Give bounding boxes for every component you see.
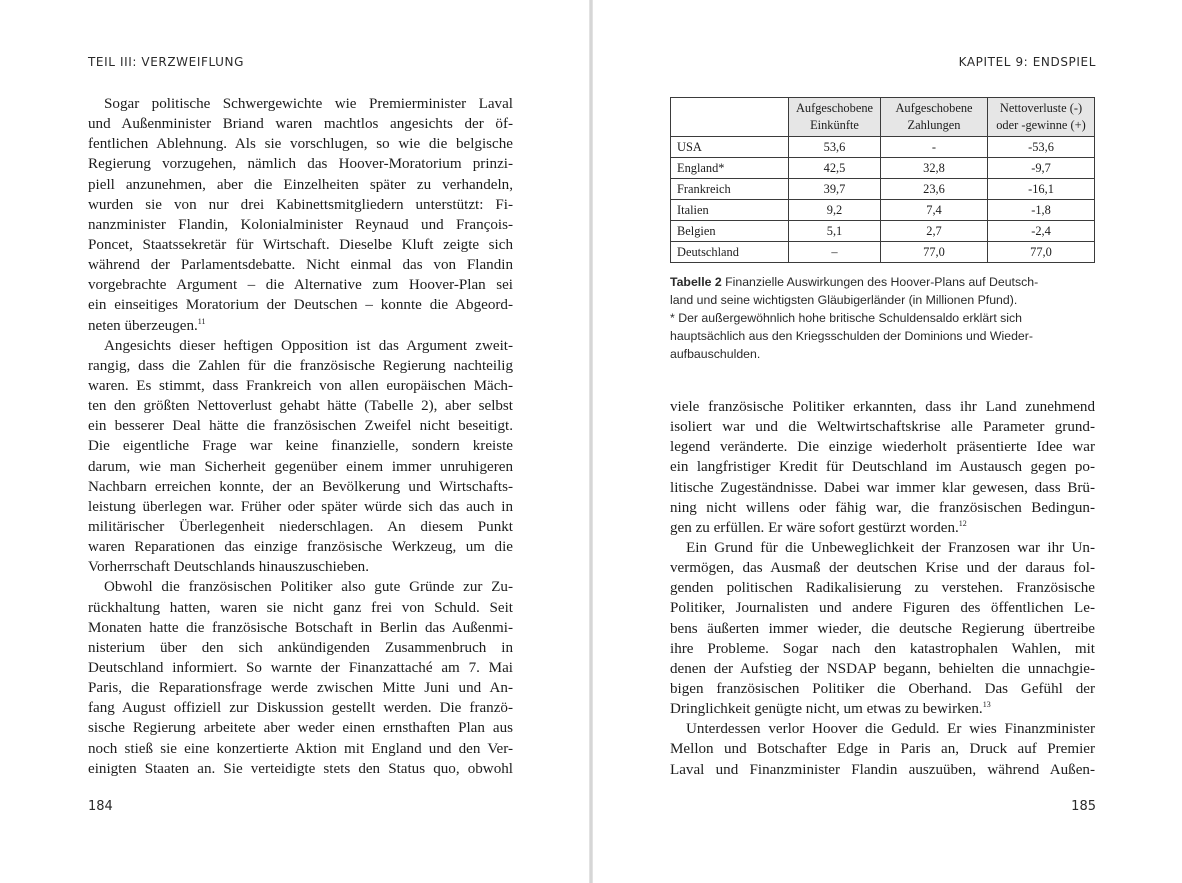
text-line: Deutschland informiert. So warnte der Finanzattaché am 7. Mai — [88, 659, 513, 676]
text-line: Poncet, Staatssekretär für Wirtschaft. Dieselbe Kluft zeigte sich — [88, 236, 513, 253]
table-cell: Deutschland — [671, 242, 789, 263]
text-line: rangig, dass die Zahlen für die französische Regierung nachteilig — [88, 357, 513, 374]
table-row — [671, 221, 1095, 242]
text-line: nisterium über den sich ankündigenden Zusammenbruch in — [88, 639, 513, 656]
text-line: viele französische Politiker erkannten, dass ihr Land zunehmend — [670, 399, 1095, 415]
text-line: Angesichts dieser heftigen Opposition ist das Argument zweit- — [104, 337, 513, 354]
text-line: Laval und Finanzminister Flandin auszuüben, während Außen- — [670, 761, 1095, 778]
text-line: vorgebrachte Argument – die Alternative zum Hoover-Plan sei — [88, 277, 513, 294]
text-line: nanzminister Flandin, Kolonialminister Reynaud und François- — [88, 216, 513, 233]
text-line: wurden sie von nur drei Kabinettsmitgliedern unterstützt: Fi- — [88, 196, 513, 213]
text-line: Paris, die Reparationsfrage werde zwischen Mitte Juni und An- — [88, 680, 513, 697]
text-line-with-footnote — [670, 699, 1095, 719]
text-line: Obwohl die französischen Politiker also gute Gründe zur Zu- — [104, 579, 513, 596]
data-table — [670, 97, 1095, 263]
table-cell: -1,8 — [988, 200, 1095, 221]
text-line: Die eigentliche Frage war keine finanzielle, sondern kreiste — [88, 438, 513, 455]
table-header-cell: Nettoverluste (-) oder -gewinne (+) — [988, 98, 1095, 137]
caption-footnote-line: * Der außergewöhnlich hohe britische Schuldensaldo erklärt sich — [670, 311, 1023, 325]
table-cell: Italien — [671, 200, 789, 221]
text-line: piell anzunehmen, aber die Einzelheiten später zu verhandeln, — [88, 176, 513, 193]
table-cell: 5,1 — [789, 221, 881, 242]
table-row — [671, 137, 1095, 158]
running-head-left: TEIL III: VERZWEIFLUNG — [88, 55, 245, 69]
text-line: genden politischen Radikalisierung zu verstehen. Französische — [670, 580, 1095, 597]
table-cell: -2,4 — [988, 221, 1095, 242]
table-row — [671, 158, 1095, 179]
table-row — [671, 242, 1095, 263]
table-cell: USA — [671, 137, 789, 158]
text-line: während der Parlamentsdebatte. Nicht einmal das von Flandin — [88, 257, 513, 274]
text-line: ning nicht willens oder fähig war, die französischen Bedingun- — [670, 499, 1095, 516]
left-page-body — [88, 94, 513, 779]
table-cell: Belgien — [671, 221, 789, 242]
caption-text: Finanzielle Auswirkungen des Hoover-Plans auf Deutsch- — [721, 275, 1039, 289]
table-cell: 39,7 — [789, 179, 881, 200]
table-header-cell — [671, 98, 789, 137]
right-page — [593, 0, 1182, 883]
text-line: fentlichen Ablehnung. Als sie vorschlugen, so wie die belgische — [88, 136, 513, 153]
text-line: Monaten hatte die französische Botschaft in Berlin das Außenmi- — [88, 619, 513, 636]
table-cell: 7,4 — [881, 200, 988, 221]
text-line: fang August offiziell zur Diskussion gestellt werden. Die franzö- — [88, 700, 513, 717]
text-segment: neten überzeugen. — [88, 317, 198, 334]
text-line: ten den größten Nettoverlust gehabt hätte (Tabelle 2), aber selbst — [88, 398, 513, 415]
text-line: darum, wie man Sicherheit gegenüber einem immer unruhigeren — [88, 458, 513, 475]
text-line: ein langfristiger Kredit für Deutschland im Austausch gegen po- — [670, 459, 1095, 476]
text-line: ihre Probleme. Sogar nach den katastrophalen Wahlen, mit — [670, 640, 1095, 657]
text-line: Nachbarn erreichen konnte, der an Bevölkerung und Wirtschafts- — [88, 478, 513, 495]
text-line: ein besserer Deal hätte die französischen Zweifel nicht beseitigt. — [88, 418, 513, 435]
text-line: militärischer Überlegenheit niederschlagen. An diesem Punkt — [88, 518, 513, 535]
text-line: Mellon und Botschafter Edge in Paris an, Druck auf Premier — [670, 741, 1095, 758]
text-line: waren Reparationen das einzige französische Werkzeug, um die — [88, 539, 513, 556]
table-header-row — [671, 98, 1095, 137]
table-cell: -16,1 — [988, 179, 1095, 200]
text-line: rückhaltung hatten, waren sie nicht ganz frei von Schuld. Seit — [88, 599, 513, 616]
text-line: einigten Staaten an. Sie verteidigte stets den Status quo, obwohl — [88, 760, 513, 777]
text-line: Ein Grund für die Unbeweglichkeit der Franzosen war ihr Un- — [686, 539, 1095, 556]
hoover-plan-table — [670, 97, 1095, 263]
table-cell: England* — [671, 158, 789, 179]
text-line: vermögen, das Ausmaß der deutschen Krise und der daraus fol- — [670, 560, 1095, 577]
table-caption — [670, 273, 1100, 363]
footnote-marker: 12 — [958, 518, 967, 528]
text-line: litische Zugeständnisse. Dabei war immer klar gewesen, dass Brü- — [670, 479, 1095, 496]
running-head-right: KAPITEL 9: ENDSPIEL — [958, 55, 1096, 69]
table-cell: 23,6 — [881, 179, 988, 200]
page-number-left: 184 — [88, 799, 113, 814]
text-line: legend veränderte. Die einzige wiederholt präsentierte Idee war — [670, 439, 1095, 456]
right-page-body — [670, 397, 1095, 780]
caption-line — [670, 273, 1100, 291]
table-cell: – — [789, 242, 881, 263]
text-line: denen der Aufstieg der NSDAP begann, behielten die unnachgie- — [670, 660, 1095, 677]
text-line: Unterdessen verlor Hoover die Geduld. Er wies Finanzminister — [686, 721, 1095, 738]
table-cell: 77,0 — [988, 242, 1095, 263]
text-line: bigen französischen Politiker die Oberhand. Das Gefühl der — [670, 680, 1095, 697]
text-line: leistung überlegen war. Früher oder später würde sich das auch in — [88, 498, 513, 515]
table-row — [671, 179, 1095, 200]
table-row — [671, 200, 1095, 221]
table-cell: 77,0 — [881, 242, 988, 263]
text-segment: Dringlichkeit genügte nicht, um etwas zu bewirken. — [670, 701, 983, 718]
text-line: Sogar politische Schwergewichte wie Premierminister Laval — [104, 96, 513, 112]
caption-footnote-line: hauptsächlich aus den Kriegsschulden der Dominions und Wieder- — [670, 329, 1033, 343]
table-cell: -9,7 — [988, 158, 1095, 179]
table-cell: 32,8 — [881, 158, 988, 179]
page-number-right: 185 — [1071, 799, 1096, 814]
text-line: sische Regierung arbeitete aber weder einen ernsthaften Plan aus — [88, 720, 513, 737]
left-page — [0, 0, 590, 883]
table-cell: -53,6 — [988, 137, 1095, 158]
footnote-marker: 13 — [982, 700, 991, 710]
caption-footnote-line: aufbauschulden. — [670, 347, 761, 361]
text-line: isoliert war und die Weltwirtschaftskrise alle Parameter grund- — [670, 419, 1095, 436]
table-header-cell: Aufgeschobene Zahlungen — [881, 98, 988, 137]
text-line: ein einseitiges Moratorium der Deutschen – konnte die Abgeord- — [88, 297, 513, 314]
table-cell: 42,5 — [789, 158, 881, 179]
text-line-with-footnote — [670, 518, 1095, 538]
table-cell: 9,2 — [789, 200, 881, 221]
table-cell: 2,7 — [881, 221, 988, 242]
text-line: waren. Es stimmt, dass Frankreich von allen europäischen Mäch- — [88, 377, 513, 394]
text-line: bens äußerten immer wieder, die deutsche Regierung übertreibe — [670, 620, 1095, 637]
text-line: Regierung vorzugehen, nämlich das Hoover-Moratorium prinzi- — [88, 156, 513, 173]
table-header-cell: Aufgeschobene Einkünfte — [789, 98, 881, 137]
text-line: Vorherrschaft Deutschlands hinauszuschieben. — [88, 559, 369, 576]
text-line: Politiker, Journalisten und andere Figuren des öffentlichen Le- — [670, 600, 1095, 617]
text-line: noch stieß sie eine konzertierte Aktion mit England und den Ver- — [88, 740, 513, 757]
table-cell: 53,6 — [789, 137, 881, 158]
footnote-marker: 11 — [197, 316, 206, 326]
table-cell: Frankreich — [671, 179, 789, 200]
text-line-with-footnote — [88, 316, 513, 336]
text-line: und Außenminister Briand waren machtlos angesichts der öf- — [88, 116, 513, 133]
caption-label: Tabelle 2 — [670, 275, 722, 289]
caption-line: land und seine wichtigsten Gläubigerländer (in Millionen Pfund). — [670, 293, 1018, 307]
table-cell: - — [881, 137, 988, 158]
text-segment: gen zu erfüllen. Er wäre sofort gestürzt worden. — [670, 519, 959, 536]
